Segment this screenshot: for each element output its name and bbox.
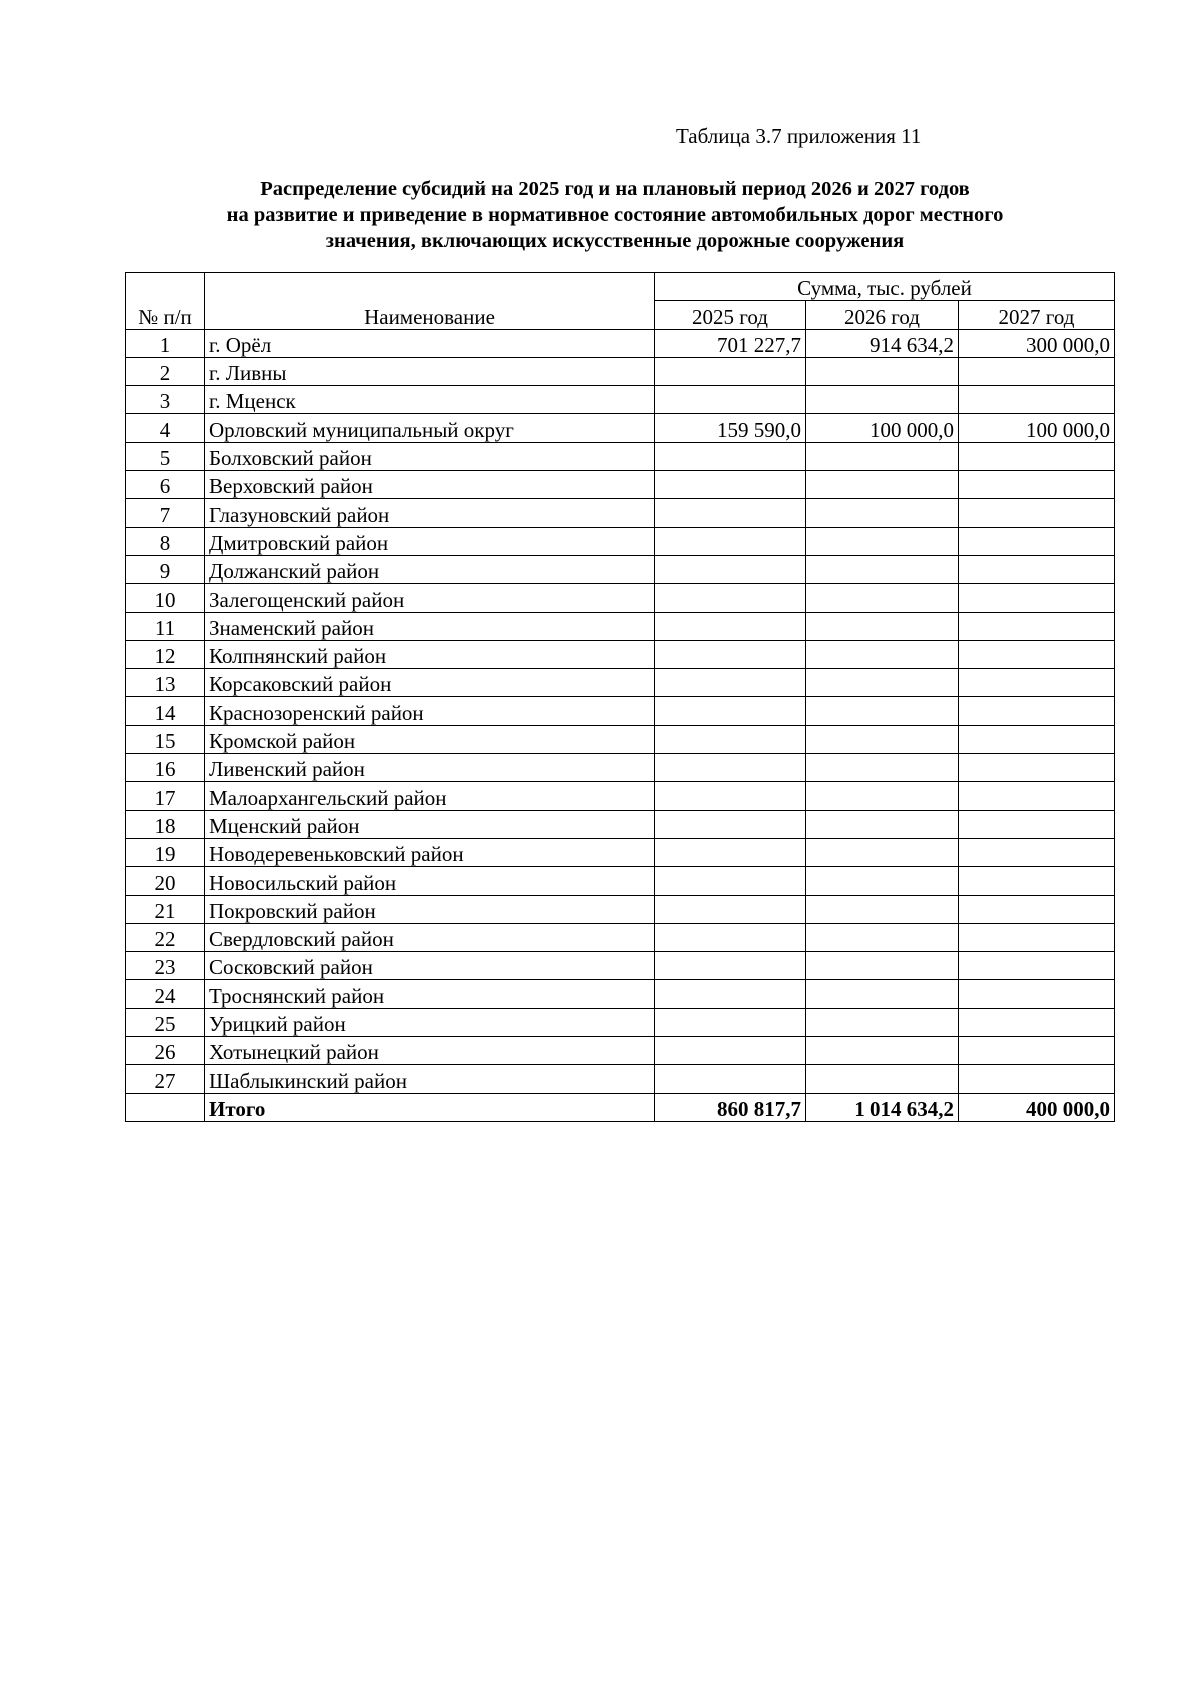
row-num: 19 xyxy=(126,838,205,866)
row-num: 15 xyxy=(126,725,205,753)
total-row xyxy=(126,1093,1115,1121)
row-num: 3 xyxy=(126,386,205,414)
row-name: Малоархангельский район xyxy=(205,782,655,810)
table-row xyxy=(126,1065,1115,1093)
row-2027 xyxy=(959,612,1115,640)
table-row xyxy=(126,952,1115,980)
total-2027: 400 000,0 xyxy=(959,1093,1115,1121)
row-2026 xyxy=(806,782,959,810)
total-num xyxy=(126,1093,205,1121)
table-row xyxy=(126,923,1115,951)
row-num: 16 xyxy=(126,754,205,782)
row-num: 20 xyxy=(126,867,205,895)
row-name: Троснянский район xyxy=(205,980,655,1008)
row-name: Кромской район xyxy=(205,725,655,753)
table-row xyxy=(126,867,1115,895)
row-2025 xyxy=(655,838,806,866)
row-2027 xyxy=(959,867,1115,895)
table-row xyxy=(126,895,1115,923)
header-year-2025: 2025 год xyxy=(655,301,806,329)
row-2027 xyxy=(959,1065,1115,1093)
row-2026 xyxy=(806,1008,959,1036)
row-num: 13 xyxy=(126,669,205,697)
row-2026 xyxy=(806,640,959,668)
title-line: на развитие и приведение в нормативное состояние автомобильных дорог местного xyxy=(226,204,1004,226)
row-num: 9 xyxy=(126,555,205,583)
row-2026 xyxy=(806,386,959,414)
row-name: Краснозоренский район xyxy=(205,697,655,725)
table-row xyxy=(126,612,1115,640)
total-2026: 1 014 634,2 xyxy=(806,1093,959,1121)
row-num: 7 xyxy=(126,499,205,527)
row-name: Урицкий район xyxy=(205,1008,655,1036)
row-2027 xyxy=(959,584,1115,612)
row-num: 1 xyxy=(126,329,205,357)
table-row xyxy=(126,980,1115,1008)
row-2026 xyxy=(806,1037,959,1065)
row-2025 xyxy=(655,442,806,470)
row-num: 2 xyxy=(126,357,205,385)
row-name: Ливенский район xyxy=(205,754,655,782)
table-row xyxy=(126,527,1115,555)
subsidy-table xyxy=(125,272,1115,1122)
row-2027: 300 000,0 xyxy=(959,329,1115,357)
row-2025 xyxy=(655,1008,806,1036)
row-2026 xyxy=(806,527,959,555)
row-2027 xyxy=(959,442,1115,470)
row-2027 xyxy=(959,923,1115,951)
table-row xyxy=(126,1037,1115,1065)
row-name: Хотынецкий район xyxy=(205,1037,655,1065)
row-2026 xyxy=(806,584,959,612)
row-2027 xyxy=(959,499,1115,527)
row-2026 xyxy=(806,555,959,583)
row-2025 xyxy=(655,895,806,923)
row-2026 xyxy=(806,1065,959,1093)
header-year-2026: 2026 год xyxy=(806,301,959,329)
header-row xyxy=(126,273,1115,301)
table-row xyxy=(126,329,1115,357)
row-num: 5 xyxy=(126,442,205,470)
row-2025 xyxy=(655,697,806,725)
table-row xyxy=(126,782,1115,810)
row-2026 xyxy=(806,471,959,499)
row-name: Новосильский район xyxy=(205,867,655,895)
row-name: Орловский муниципальный округ xyxy=(205,414,655,442)
row-2027 xyxy=(959,555,1115,583)
row-2027 xyxy=(959,697,1115,725)
row-num: 24 xyxy=(126,980,205,1008)
table-row xyxy=(126,357,1115,385)
header-num: № п/п xyxy=(126,273,205,330)
row-2027 xyxy=(959,1037,1115,1065)
row-2026 xyxy=(806,357,959,385)
row-2025 xyxy=(655,1037,806,1065)
table-row xyxy=(126,697,1115,725)
row-2027 xyxy=(959,782,1115,810)
row-2026 xyxy=(806,499,959,527)
row-2026 xyxy=(806,923,959,951)
row-name: Должанский район xyxy=(205,555,655,583)
row-2025 xyxy=(655,923,806,951)
table-caption: Таблица 3.7 приложения 11 xyxy=(676,124,922,148)
row-2026 xyxy=(806,867,959,895)
row-name: Мценский район xyxy=(205,810,655,838)
row-2027 xyxy=(959,980,1115,1008)
document-title xyxy=(110,176,1120,254)
table-row xyxy=(126,725,1115,753)
row-2026: 914 634,2 xyxy=(806,329,959,357)
row-num: 18 xyxy=(126,810,205,838)
row-2026 xyxy=(806,669,959,697)
row-num: 23 xyxy=(126,952,205,980)
row-2027 xyxy=(959,754,1115,782)
row-num: 11 xyxy=(126,612,205,640)
row-num: 14 xyxy=(126,697,205,725)
row-2026 xyxy=(806,612,959,640)
row-2025 xyxy=(655,669,806,697)
header-name: Наименование xyxy=(205,273,655,330)
row-2025 xyxy=(655,555,806,583)
row-num: 25 xyxy=(126,1008,205,1036)
title-line: значения, включающих искусственные дорожные сооружения xyxy=(325,230,905,252)
row-2025 xyxy=(655,584,806,612)
table-row xyxy=(126,838,1115,866)
row-2025 xyxy=(655,357,806,385)
row-2026 xyxy=(806,980,959,1008)
row-2025 xyxy=(655,952,806,980)
total-label: Итого xyxy=(205,1093,655,1121)
row-2025 xyxy=(655,1065,806,1093)
row-2027 xyxy=(959,640,1115,668)
row-2027: 100 000,0 xyxy=(959,414,1115,442)
row-name: Болховский район xyxy=(205,442,655,470)
row-2025 xyxy=(655,499,806,527)
row-2026 xyxy=(806,952,959,980)
row-name: Покровский район xyxy=(205,895,655,923)
row-2026 xyxy=(806,838,959,866)
row-name: Новодеревеньковский район xyxy=(205,838,655,866)
row-2025 xyxy=(655,867,806,895)
row-name: Сосковский район xyxy=(205,952,655,980)
table-row xyxy=(126,555,1115,583)
title-line: Распределение субсидий на 2025 год и на плановый период 2026 и 2027 годов xyxy=(260,178,970,200)
table-row xyxy=(126,754,1115,782)
row-2027 xyxy=(959,471,1115,499)
row-2027 xyxy=(959,1008,1115,1036)
row-2027 xyxy=(959,527,1115,555)
row-2025 xyxy=(655,612,806,640)
row-name: Свердловский район xyxy=(205,923,655,951)
row-name: Глазуновский район xyxy=(205,499,655,527)
row-name: г. Орёл xyxy=(205,329,655,357)
row-num: 22 xyxy=(126,923,205,951)
table-row xyxy=(126,669,1115,697)
row-num: 26 xyxy=(126,1037,205,1065)
row-2025: 701 227,7 xyxy=(655,329,806,357)
row-2027 xyxy=(959,357,1115,385)
row-2026 xyxy=(806,895,959,923)
row-name: Колпнянский район xyxy=(205,640,655,668)
row-name: г. Мценск xyxy=(205,386,655,414)
table-row xyxy=(126,1008,1115,1036)
row-2026 xyxy=(806,725,959,753)
row-2027 xyxy=(959,838,1115,866)
row-2027 xyxy=(959,669,1115,697)
table-row xyxy=(126,414,1115,442)
row-2027 xyxy=(959,952,1115,980)
row-2025 xyxy=(655,980,806,1008)
row-2025 xyxy=(655,471,806,499)
row-2025: 159 590,0 xyxy=(655,414,806,442)
row-2027 xyxy=(959,810,1115,838)
row-num: 4 xyxy=(126,414,205,442)
table-row xyxy=(126,584,1115,612)
row-num: 17 xyxy=(126,782,205,810)
row-name: Залегощенский район xyxy=(205,584,655,612)
header-year-2027: 2027 год xyxy=(959,301,1115,329)
table-row xyxy=(126,442,1115,470)
row-2027 xyxy=(959,725,1115,753)
table-row xyxy=(126,499,1115,527)
row-2026 xyxy=(806,810,959,838)
row-2025 xyxy=(655,527,806,555)
total-2025: 860 817,7 xyxy=(655,1093,806,1121)
row-2027 xyxy=(959,895,1115,923)
row-num: 21 xyxy=(126,895,205,923)
row-num: 8 xyxy=(126,527,205,555)
row-num: 27 xyxy=(126,1065,205,1093)
row-name: Дмитровский район xyxy=(205,527,655,555)
row-name: Верховский район xyxy=(205,471,655,499)
table-row xyxy=(126,386,1115,414)
table-row xyxy=(126,810,1115,838)
row-2025 xyxy=(655,725,806,753)
row-2025 xyxy=(655,386,806,414)
row-2027 xyxy=(959,386,1115,414)
row-2025 xyxy=(655,754,806,782)
row-2025 xyxy=(655,782,806,810)
row-2026 xyxy=(806,697,959,725)
row-name: Шаблыкинский район xyxy=(205,1065,655,1093)
table-row xyxy=(126,640,1115,668)
row-2026 xyxy=(806,442,959,470)
row-name: г. Ливны xyxy=(205,357,655,385)
row-num: 10 xyxy=(126,584,205,612)
row-num: 6 xyxy=(126,471,205,499)
row-name: Корсаковский район xyxy=(205,669,655,697)
table-body xyxy=(126,329,1115,1093)
row-2026: 100 000,0 xyxy=(806,414,959,442)
table-row xyxy=(126,471,1115,499)
row-name: Знаменский район xyxy=(205,612,655,640)
row-2025 xyxy=(655,640,806,668)
header-sum: Сумма, тыс. рублей xyxy=(655,273,1115,301)
row-2025 xyxy=(655,810,806,838)
row-num: 12 xyxy=(126,640,205,668)
row-2026 xyxy=(806,754,959,782)
